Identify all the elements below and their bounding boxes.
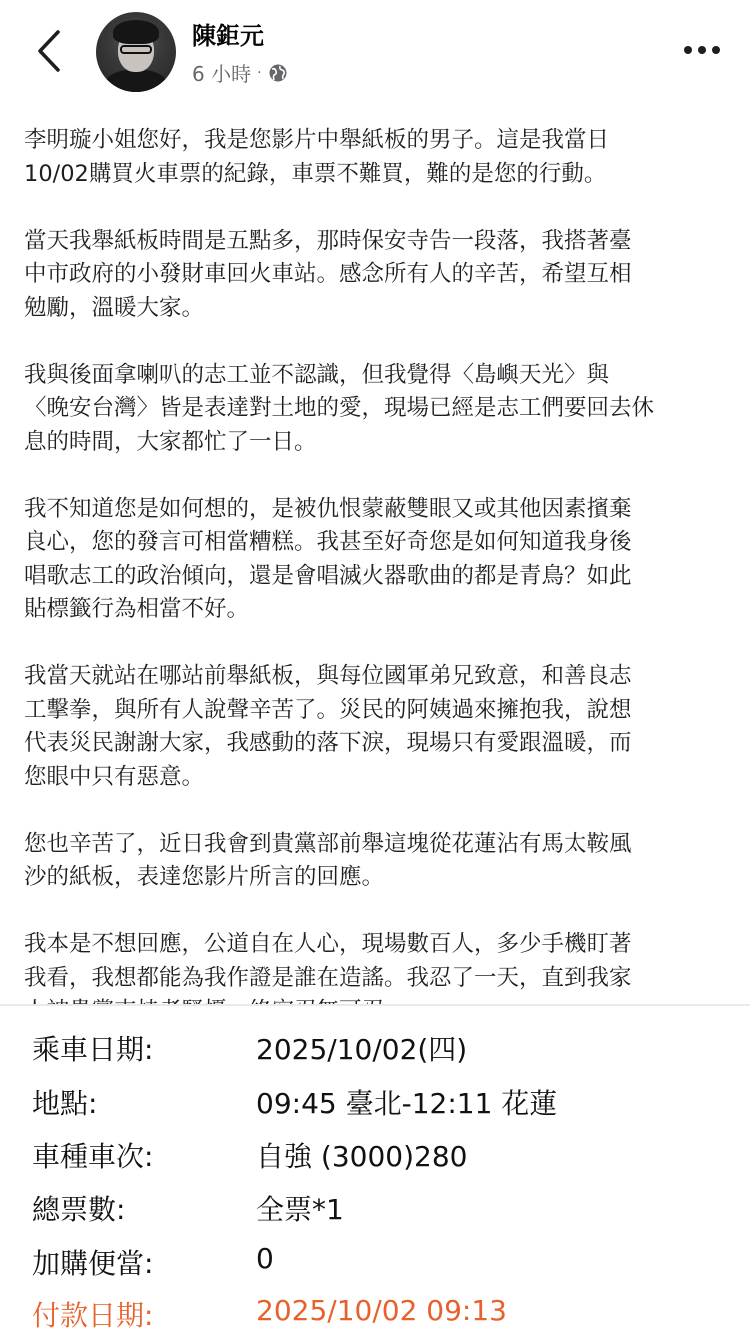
ticket-label: 加購便當: <box>32 1247 154 1280</box>
post-time[interactable]: 6 小時 <box>192 62 252 86</box>
post-paragraph: 我與後面拿喇叭的志工並不認識，但我覺得〈島嶼天光〉與 〈晚安台灣〉皆是表達對土地的愛，現場已經是志工們要回去休 息的時間，大家都忙了一日。 <box>24 361 655 455</box>
ticket-value: 全票*1 <box>256 1193 344 1226</box>
post-paragraph: 我不知道您是如何想的，是被仇恨蒙蔽雙眼又或其他因素擯棄 良心，您的發言可相當糟糕。我甚至好奇您是如何知道我身後 唱歌志工的政治傾向，還是會唱滅火器歌曲的都是青鳥？如此 貼標籤行為相當不好。 <box>24 495 632 622</box>
ticket-row-train <box>0 1127 750 1179</box>
ticket-label: 乘車日期: <box>32 1033 154 1066</box>
more-options-icon[interactable] <box>684 40 720 60</box>
ticket-value: 自強 (3000)280 <box>256 1140 468 1173</box>
ticket-value: 0 <box>256 1242 274 1275</box>
post-paragraph: 當天我舉紙板時間是五點多，那時保安寺告一段落，我搭著臺 中市政府的小發財車回火車站。感念所有人的辛苦，希望互相 勉勵，溫暖大家。 <box>24 227 632 321</box>
ticket-row-count <box>0 1180 750 1232</box>
meta-separator: · <box>257 64 262 81</box>
ticket-value: 2025/10/02 09:13 <box>256 1294 507 1327</box>
author-name[interactable]: 陳鉅元 <box>192 22 264 50</box>
post-paragraph: 我當天就站在哪站前舉紙板，與每位國軍弟兄致意，和善良志 工擊拳，與所有人說聲辛苦了。災民的阿姨過來擁抱我，說想 代表災民謝謝大家，我感動的落下淚，現場只有愛跟溫暖，而 您眼中只有惡意。 <box>24 663 632 790</box>
ticket-row-location <box>0 1074 750 1126</box>
ticket-label: 總票數: <box>32 1193 126 1226</box>
post-paragraph: 我本是不想回應，公道自在人心，現場數百人，多少手機盯著 我看，我想都能為我作證是誰在造謠。我忍了一天，直到我家 <box>24 931 632 991</box>
ticket-value: 2025/10/02(四) <box>256 1033 468 1066</box>
ticket-label: 付款日期: <box>32 1299 154 1332</box>
globe-icon[interactable] <box>268 63 288 83</box>
post-header <box>0 0 750 100</box>
post-meta <box>192 58 288 87</box>
ticket-record-image[interactable] <box>0 1006 750 1342</box>
ticket-value: 09:45 臺北-12:11 花蓮 <box>256 1087 558 1120</box>
ticket-row-payment-date <box>0 1286 750 1338</box>
post-paragraph: 李明璇小姐您好，我是您影片中舉紙板的男子。這是我當日 10/02購買火車票的紀錄，車票不難買，難的是您的行動。 <box>24 127 610 187</box>
ticket-label: 車種車次: <box>32 1140 154 1173</box>
post-paragraph: 您也辛苦了，近日我會到貴黨部前舉這塊從花蓮沾有馬太鞍風 沙的紙板，表達您影片所言的回應。 <box>24 830 632 890</box>
ticket-row-date <box>0 1020 750 1072</box>
avatar[interactable] <box>96 12 176 92</box>
chevron-left-icon[interactable] <box>30 28 70 74</box>
post-body <box>24 124 724 1062</box>
ticket-label: 地點: <box>32 1087 98 1120</box>
ticket-row-bento <box>0 1234 750 1286</box>
